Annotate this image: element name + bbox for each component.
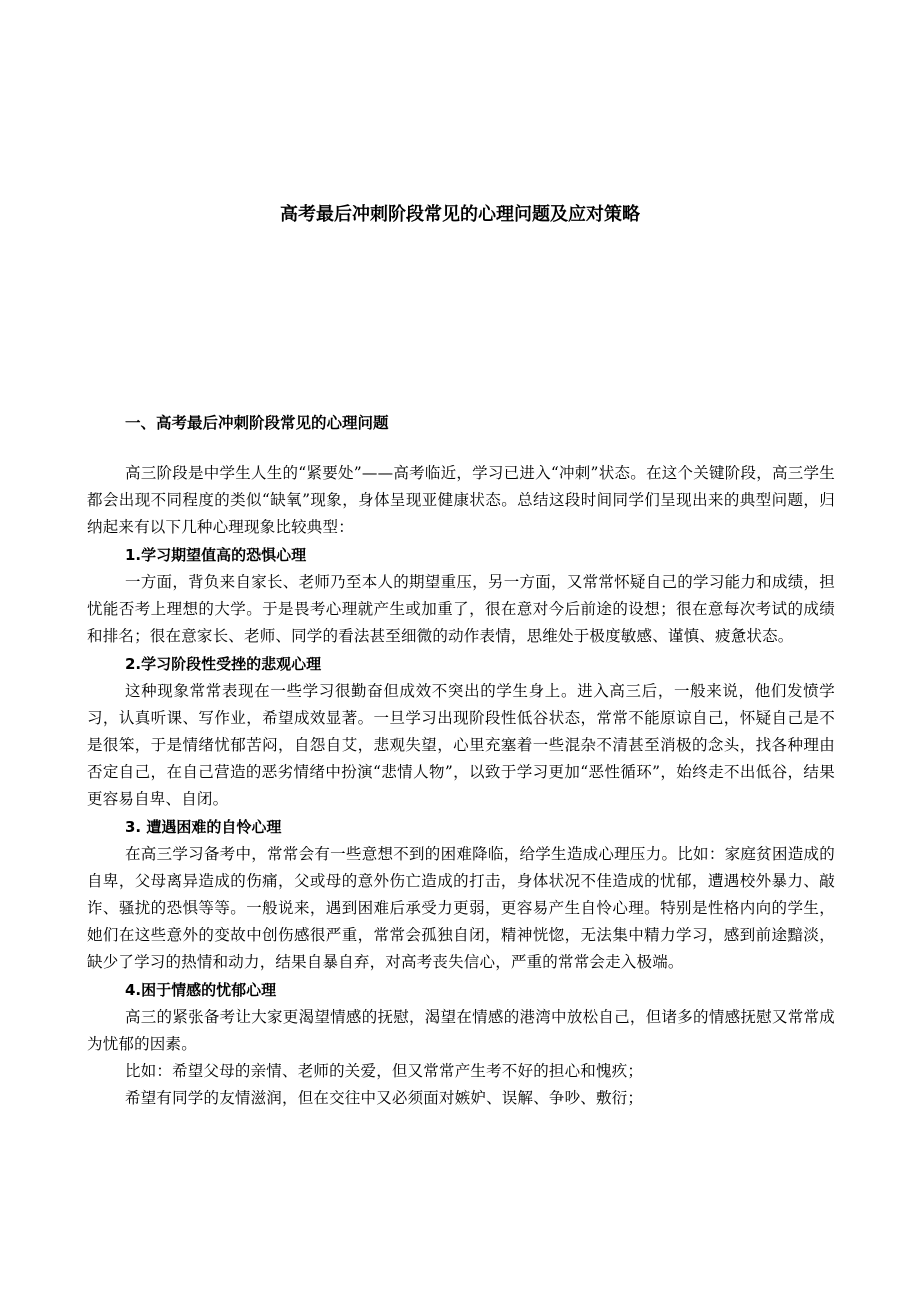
section-heading: 一、高考最后冲刺阶段常见的心理问题 (125, 414, 389, 432)
subsection-heading-1: 1.学习期望值高的恐惧心理 (125, 546, 307, 564)
paragraph: 希望有同学的友情滋润，但在交往中又必须面对嫉妒、误解、争吵、敷衍； (125, 1089, 644, 1107)
paragraph: 比如：希望父母的亲情、老师的关爱，但又常常产生考不好的担心和愧疚； (125, 1062, 644, 1080)
subsection-heading-3: 3. 遭遇困难的自怜心理 (125, 818, 282, 836)
paragraph: 在高三学习备考中，常常会有一些意想不到的困难降临，给学生造成心理压力。比如：家庭贫困造成的自卑，父母离异造成的伤痛，父或母的意外伤亡造成的打击，身体状况不佳造成的忧郁，遭遇校外暴力、敲诈、骚扰的恐惧等等。一般说来，遇到困难后承受力更弱，更容易产生自怜心理。特别是性格内向的学生，她们在这些意外的变故中创伤感很严重，常常会孤独自闭，精神恍惚，无法集中精力学习，感到前途黯淡，缺少了学习的热情和动力，结果自暴自弃，对高考丧失信心，严重的常常会走入极端。 (87, 845, 835, 971)
spacer (87, 438, 835, 460)
subsection-heading-4: 4.困于情感的忧郁心理 (125, 981, 277, 999)
paragraph: 这种现象常常表现在一些学习很勤奋但成效不突出的学生身上。进入高三后，一般来说，他们发愤学习，认真听课、写作业，希望成效显著。一旦学习出现阶段性低谷状态，常常不能原谅自己，怀疑自己是不是很笨，于是情绪忧郁苦闷，自怨自艾，悲观失望，心里充塞着一些混杂不清甚至消极的念头，找各种理由否定自己，在自己营造的恶劣情绪中扮演“悲情人物”，以致于学习更加“恶性循环”，始终走不出低谷，结果更容易自卑、自闭。 (87, 682, 835, 808)
document-body (87, 408, 835, 1112)
paragraph: 高三的紧张备考让大家更渴望情感的抚慰，渴望在情感的港湾中放松自己，但诸多的情感抚慰又常常成为忧郁的因素。 (87, 1008, 835, 1053)
paragraph: 一方面，背负来自家长、老师乃至本人的期望重压，另一方面，又常常怀疑自己的学习能力和成绩，担忧能否考上理想的大学。于是畏考心理就产生或加重了，很在意对今后前途的设想；很在意每次考试的成绩和排名；很在意家长、老师、同学的看法甚至细微的动作表情，思维处于极度敏感、谨慎、疲惫状态。 (87, 573, 835, 645)
intro-paragraph: 高三阶段是中学生人生的“紧要处”——高考临近，学习已进入“冲刺”状态。在这个关键阶段，高三学生都会出现不同程度的类似“缺氧”现象，身体呈现亚健康状态。总结这段时间同学们呈现出来的典型问题，归纳起来有以下几种心理现象比较典型： (87, 464, 835, 536)
subsection-heading-2: 2.学习阶段性受挫的悲观心理 (125, 655, 322, 673)
document-title: 高考最后冲刺阶段常见的心理问题及应对策略 (280, 204, 640, 225)
